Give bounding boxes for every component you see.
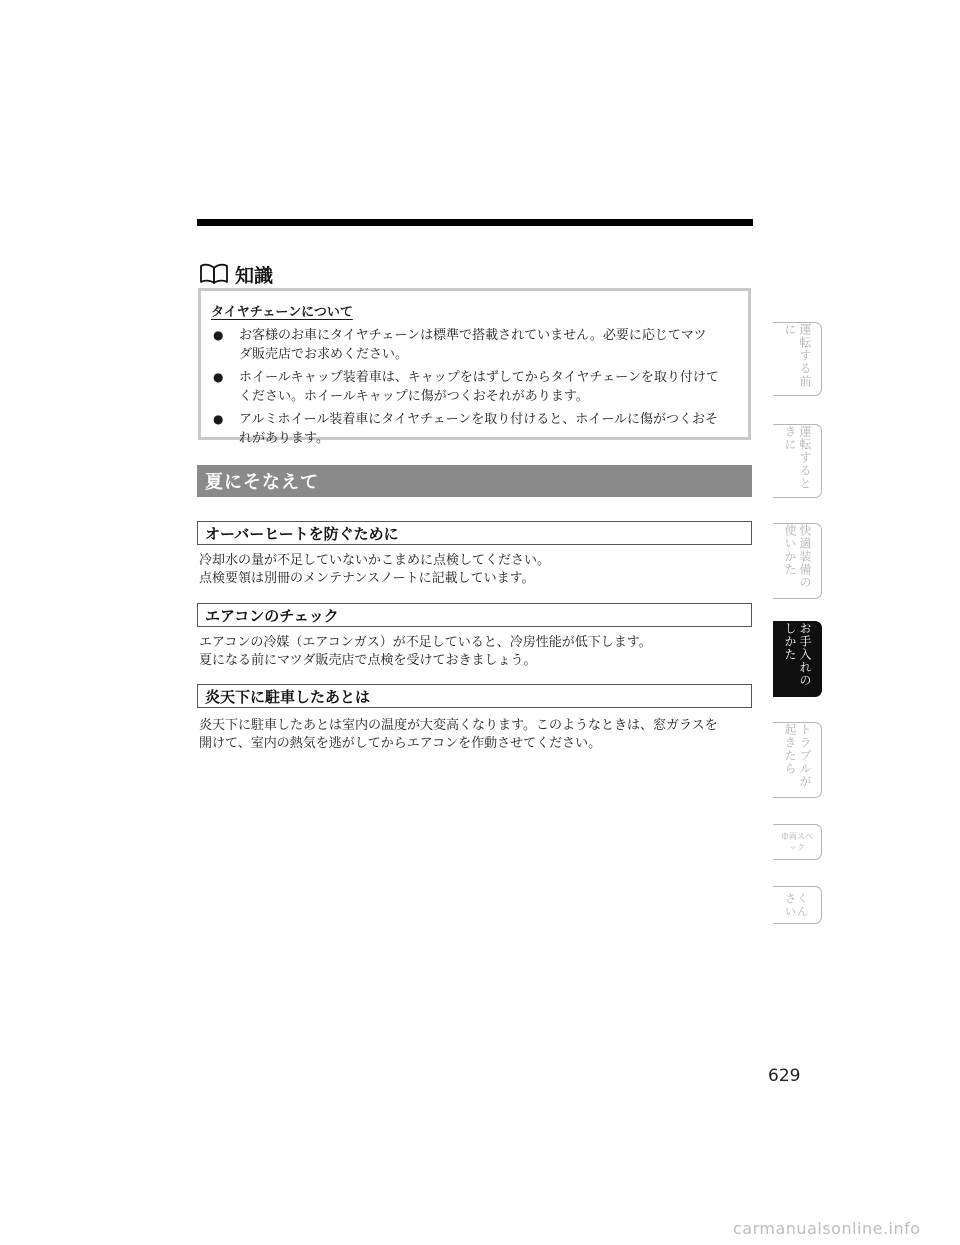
knowledge-box bbox=[198, 288, 751, 446]
subsection-heading-parking: 炎天下に駐車したあとは bbox=[197, 684, 752, 708]
tab-comfort-equipment[interactable]: 快適装備の使いかた bbox=[773, 523, 822, 599]
knowledge-list bbox=[211, 326, 736, 448]
bullet-icon: ● bbox=[213, 328, 224, 342]
knowledge-title: 知識 bbox=[235, 264, 274, 287]
parking-paragraph: 炎天下に駐車したあとは室内の温度が大変高くなります。このようなときは、窓ガラスを 開けて、室内の熱気を逃がしてからエアコンを作動させてください。 bbox=[199, 718, 718, 751]
aircon-paragraph: エアコンの冷媒（エアコンガス）が不足していると、冷房性能が低下します。 夏になる前にマツダ販売店で点検を受けておきましょう。 bbox=[199, 635, 652, 668]
book-icon bbox=[199, 263, 229, 285]
subsection-heading-aircon: エアコンのチェック bbox=[197, 603, 752, 627]
watermark: carmanualsonline.info bbox=[733, 1219, 921, 1238]
page-number: 629 bbox=[768, 1066, 801, 1086]
subsection-heading-overheat: オーバーヒートを防ぐために bbox=[197, 521, 752, 545]
tab-troubleshooting[interactable]: トラブルが起きたら bbox=[773, 722, 822, 798]
tab-while-driving[interactable]: 運転するときに bbox=[773, 424, 822, 498]
bullet-icon: ● bbox=[213, 370, 224, 384]
tab-index[interactable]: さくいん bbox=[773, 886, 822, 924]
bullet-icon: ● bbox=[213, 412, 224, 426]
tab-maintenance[interactable]: お手入れのしかた bbox=[773, 621, 822, 697]
list-item: ● お客様のお車にタイヤチェーンは標準で搭載されていません。必要に応じてマツ ダ販売店でお求めください。 bbox=[213, 328, 707, 362]
section-title-band bbox=[197, 465, 752, 497]
list-item: ● アルミホイール装着車にタイヤチェーンを取り付けると、ホイールに傷がつくおそ れがあります。 bbox=[213, 412, 719, 446]
tire-chain-heading: タイヤチェーンについて bbox=[211, 305, 353, 320]
knowledge-header bbox=[199, 261, 273, 287]
tab-before-driving[interactable]: 運転する前に bbox=[773, 322, 822, 396]
section-title: 夏にそなえて bbox=[205, 472, 319, 493]
list-item: ● ホイールキャップ装着車は、キャップをはずしてからタイヤチェーンを取り付けて ください。ホイールキャップに傷がつくおそれがあります。 bbox=[213, 370, 719, 404]
top-rule bbox=[197, 219, 753, 226]
overheat-paragraph: 冷却水の量が不足していないかこまめに点検してください。 点検要領は別冊のメンテナンスノートに記載しています。 bbox=[199, 553, 551, 586]
tab-vehicle-specs[interactable]: 車両スペック bbox=[773, 824, 822, 860]
